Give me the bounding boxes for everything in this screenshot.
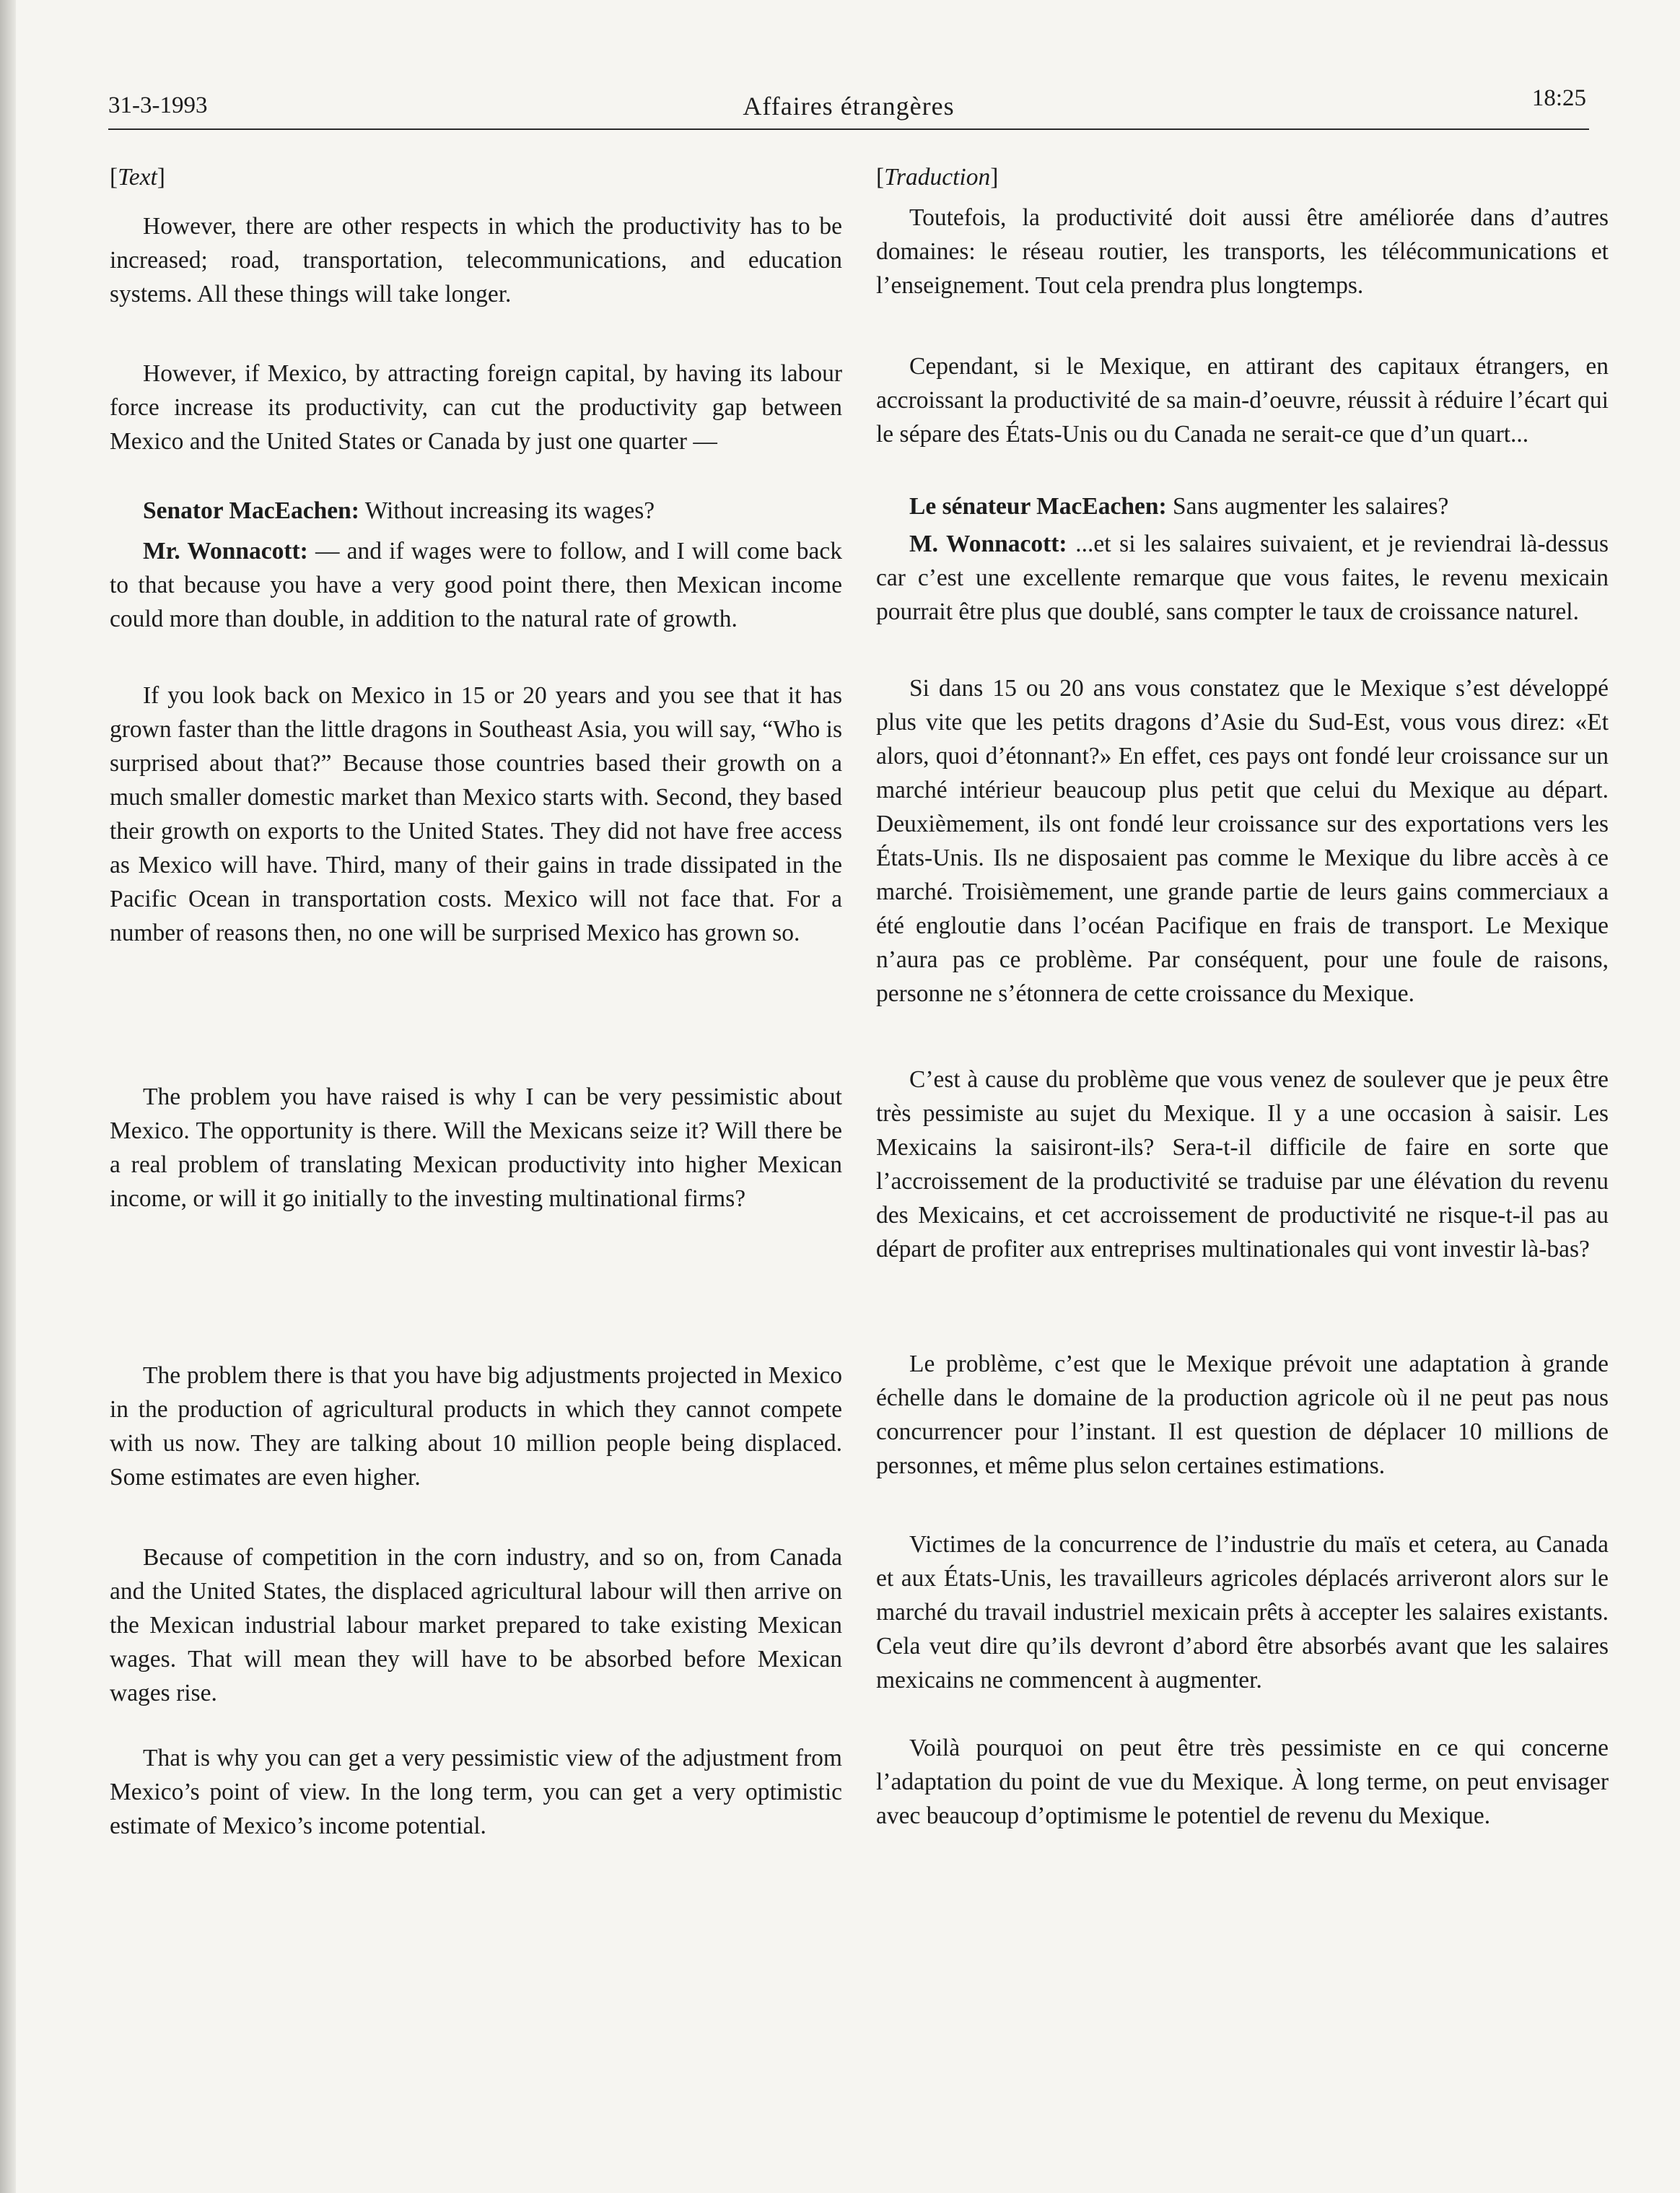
speech-text: ...et si les salaires suivaient, et je reviendrai là-dessus car c’est une excellente remarque que vous faites, le revenu mexicain pourrait être plus que doublé, sans compter le taux de croissance naturel. [876,531,1609,625]
en-paragraph-8: Because of competition in the corn industry, and so on, from Canada and the United States, the displaced agricultural labour will then arrive on the Mexican industrial labour market prepared to take existing Mexican wages. That will mean they will have to be absorbed before Mexican wages rise. [110,1544,842,1706]
fr-paragraph-4 [876,527,1609,629]
fr-paragraph-3 [876,489,1609,523]
header-date: 31-3-1993 [108,92,208,118]
en-paragraph-9: That is why you can get a very pessimistic view of the adjustment from Mexico’s point of view. In the long term, you can get a very optimistic estimate of Mexico’s income potential. [110,1745,842,1839]
en-paragraph-1: However, there are other respects in which the productivity has to be increased; road, transportation, telecommunications, and education systems. All these things will take longer. [110,213,842,308]
en-paragraph-5: If you look back on Mexico in 15 or 20 years and you see that it has grown faster than the little dragons in Southeast Asia, you will say, “Who is surprised about that?” Because those countries based their growth on a much smaller domestic market than Mexico starts with. Second, they based their growth on exports to the United States. They did not have free access as Mexico will have. Third, many of their gains in trade dissipated in the Pacific Ocean in transportation costs. Mexico will not face that. For a number of reasons then, no one will be surprised Mexico has grown so. [110,682,842,946]
fr-paragraph-7: Le problème, c’est que le Mexique prévoit une adaptation à grande échelle dans le domaine de la production agricole où il ne peut pas nous concurrencer pour l’instant. Il est question de déplacer 10 millions de personnes, et même plus selon certaines estimations. [876,1351,1609,1479]
header-rule [108,128,1589,130]
french-tag: [Traduction] [876,164,999,191]
speaker-name: Le sénateur MacEachen: [909,493,1167,520]
en-paragraph-3 [110,494,842,528]
scan-edge-shadow [0,0,16,2193]
fr-paragraph-2: Cependant, si le Mexique, en attirant des capitaux étrangers, en accroissant la productivité de sa main-d’oeuvre, réussit à réduire l’écart qui le sépare des États-Unis ou du Canada ne serait-ce que d’un quart... [876,353,1609,448]
speech-text: — and if wages were to follow, and I will come back to that because you have a very good point there, then Mexican income could more than double, in addition to the natural rate of growth. [110,538,842,632]
header-page-number: 18:25 [1531,85,1586,111]
en-paragraph-4 [110,534,842,636]
en-paragraph-2: However, if Mexico, by attracting foreign capital, by having its labour force increase its productivity, can cut the productivity gap between Mexico and the United States or Canada by just one quarter — [110,360,842,455]
speech-text: Without increasing its wages? [364,497,655,524]
en-paragraph-6: The problem you have raised is why I can be very pessimistic about Mexico. The opportunity is there. Will the Mexicans seize it? Will there be a real problem of translating Mexican productivity into higher Mexican income, or will it go initially to the investing multinational firms? [110,1084,842,1212]
speaker-name: M. Wonnacott: [909,531,1067,557]
speech-text: Sans augmenter les salaires? [1173,493,1449,520]
running-header [108,85,1589,128]
english-tag: [Text] [110,164,165,191]
header-title: Affaires étrangères [743,92,955,121]
en-paragraph-7: The problem there is that you have big adjustments projected in Mexico in the production of agricultural products in which they cannot compete with us now. They are talking about 10 million people being displaced. Some estimates are even higher. [110,1362,842,1491]
fr-paragraph-1: Toutefois, la productivité doit aussi être améliorée dans d’autres domaines: le réseau routier, les transports, les télécommunications et l’enseignement. Tout cela prendra plus longtemps. [876,204,1609,299]
speaker-name: Senator MacEachen: [143,497,359,524]
fr-paragraph-5: Si dans 15 ou 20 ans vous constatez que le Mexique s’est développé plus vite que les petits dragons d’Asie du Sud-Est, vous vous direz: «Et alors, quoi d’étonnant?» En effet, ces pays ont fondé leur croissance sur un marché intérieur beaucoup plus petit que celui du Mexique au départ. Deuxièmement, ils ont fondé leur croissance sur des exportations vers les États-Unis. Ils ne disposaient pas comme le Mexique du libre accès à ce marché. Troisièmement, une grande partie de leurs gains commerciaux a été engloutie dans l’océan Pacifique en frais de transport. Le Mexique n’aura pas ce problème. Par conséquent, pour une foule de raisons, personne ne s’étonnera de cette croissance du Mexique. [876,675,1609,1007]
fr-paragraph-8: Victimes de la concurrence de l’industrie du maïs et cetera, au Canada et aux États-Unis, les travailleurs agricoles déplacés arriveront alors sur le marché du travail industriel mexicain prêts à accepter les salaires existants. Cela veut dire qu’ils devront d’abord être absorbés avant que les salaires mexicains ne commencent à augmenter. [876,1531,1609,1693]
fr-paragraph-6: C’est à cause du problème que vous venez de soulever que je peux être très pessimiste au sujet du Mexique. Il y a une occasion à saisir. Les Mexicains la saisiront-ils? Sera-t-il difficile de faire en sorte que l’accroissement de la productivité se traduise par une élévation du revenu des Mexicains, et cet accroissement de productivité ne risque-t-il pas au départ de profiter aux entreprises multinationales qui vont investir là-bas? [876,1066,1609,1263]
speaker-name: Mr. Wonnacott: [143,538,308,564]
fr-paragraph-9: Voilà pourquoi on peut être très pessimiste en ce qui concerne l’adaptation du point de vue du Mexique. À long terme, on peut envisager avec beaucoup d’optimisme le potentiel de revenu du Mexique. [876,1735,1609,1829]
